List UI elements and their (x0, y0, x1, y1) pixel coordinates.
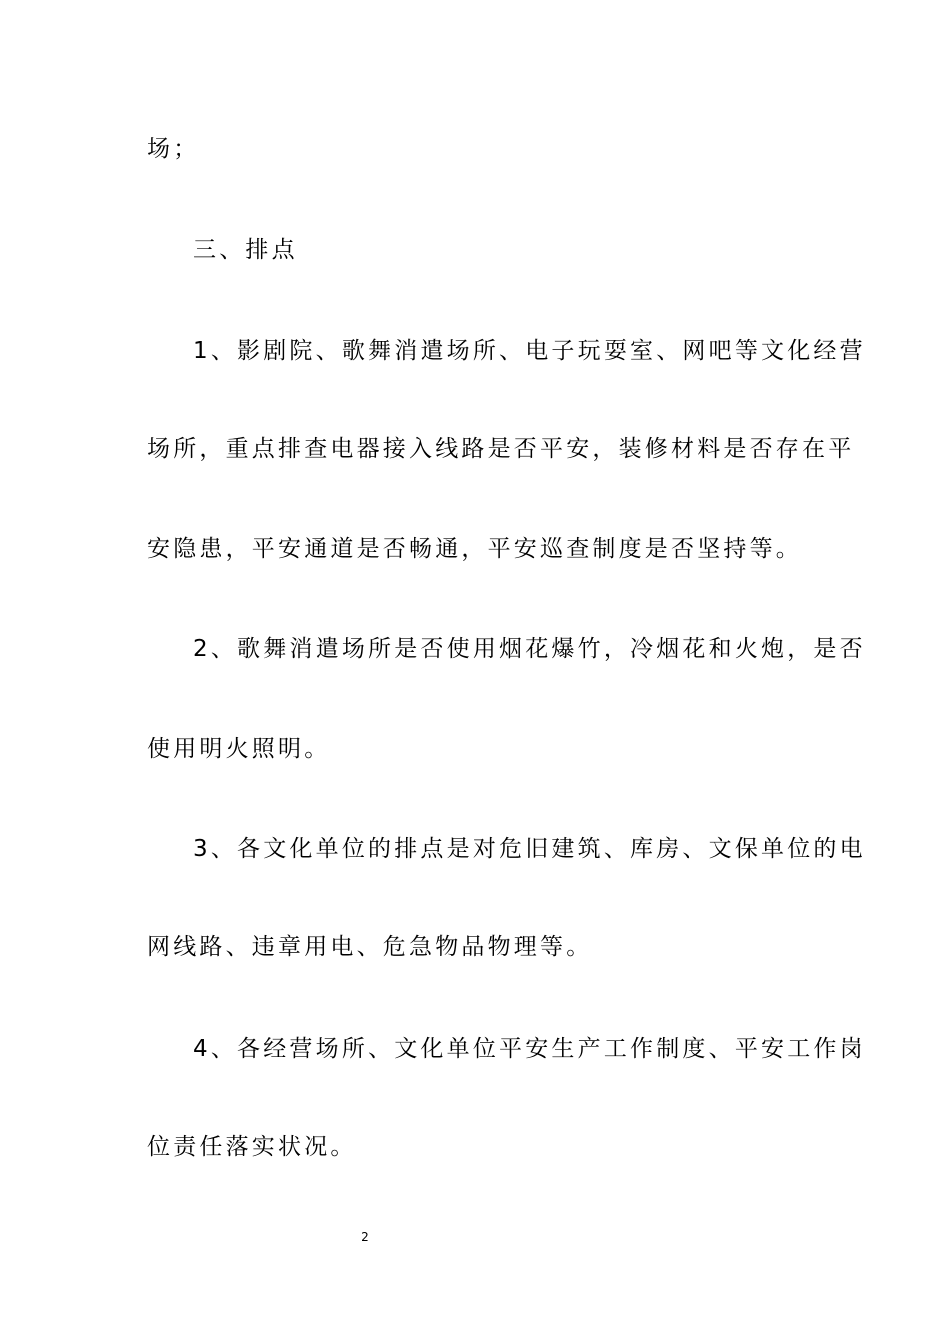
text-line: 位责任落实状况。 (147, 1134, 357, 1160)
section-heading: 三、排点 (193, 237, 298, 263)
text-line: 3、各文化单位的排点是对危旧建筑、库房、文保单位的电 (193, 836, 866, 862)
page-number: 2 (361, 1230, 369, 1244)
text-line: 使用明火照明。 (147, 736, 331, 762)
text-line: 网线路、违章用电、危急物品物理等。 (147, 934, 593, 960)
text-line: 安隐患，平安通道是否畅通，平安巡查制度是否坚持等。 (147, 536, 802, 562)
text-line: 1、影剧院、歌舞消遣场所、电子玩耍室、网吧等文化经营 (193, 338, 866, 364)
text-line: 场所，重点排查电器接入线路是否平安，装修材料是否存在平 (147, 436, 855, 462)
text-line: 2、歌舞消遣场所是否使用烟花爆竹，冷烟花和火炮，是否 (193, 636, 866, 662)
text-line: 场； (147, 136, 200, 162)
text-line: 4、各经营场所、文化单位平安生产工作制度、平安工作岗 (193, 1036, 866, 1062)
